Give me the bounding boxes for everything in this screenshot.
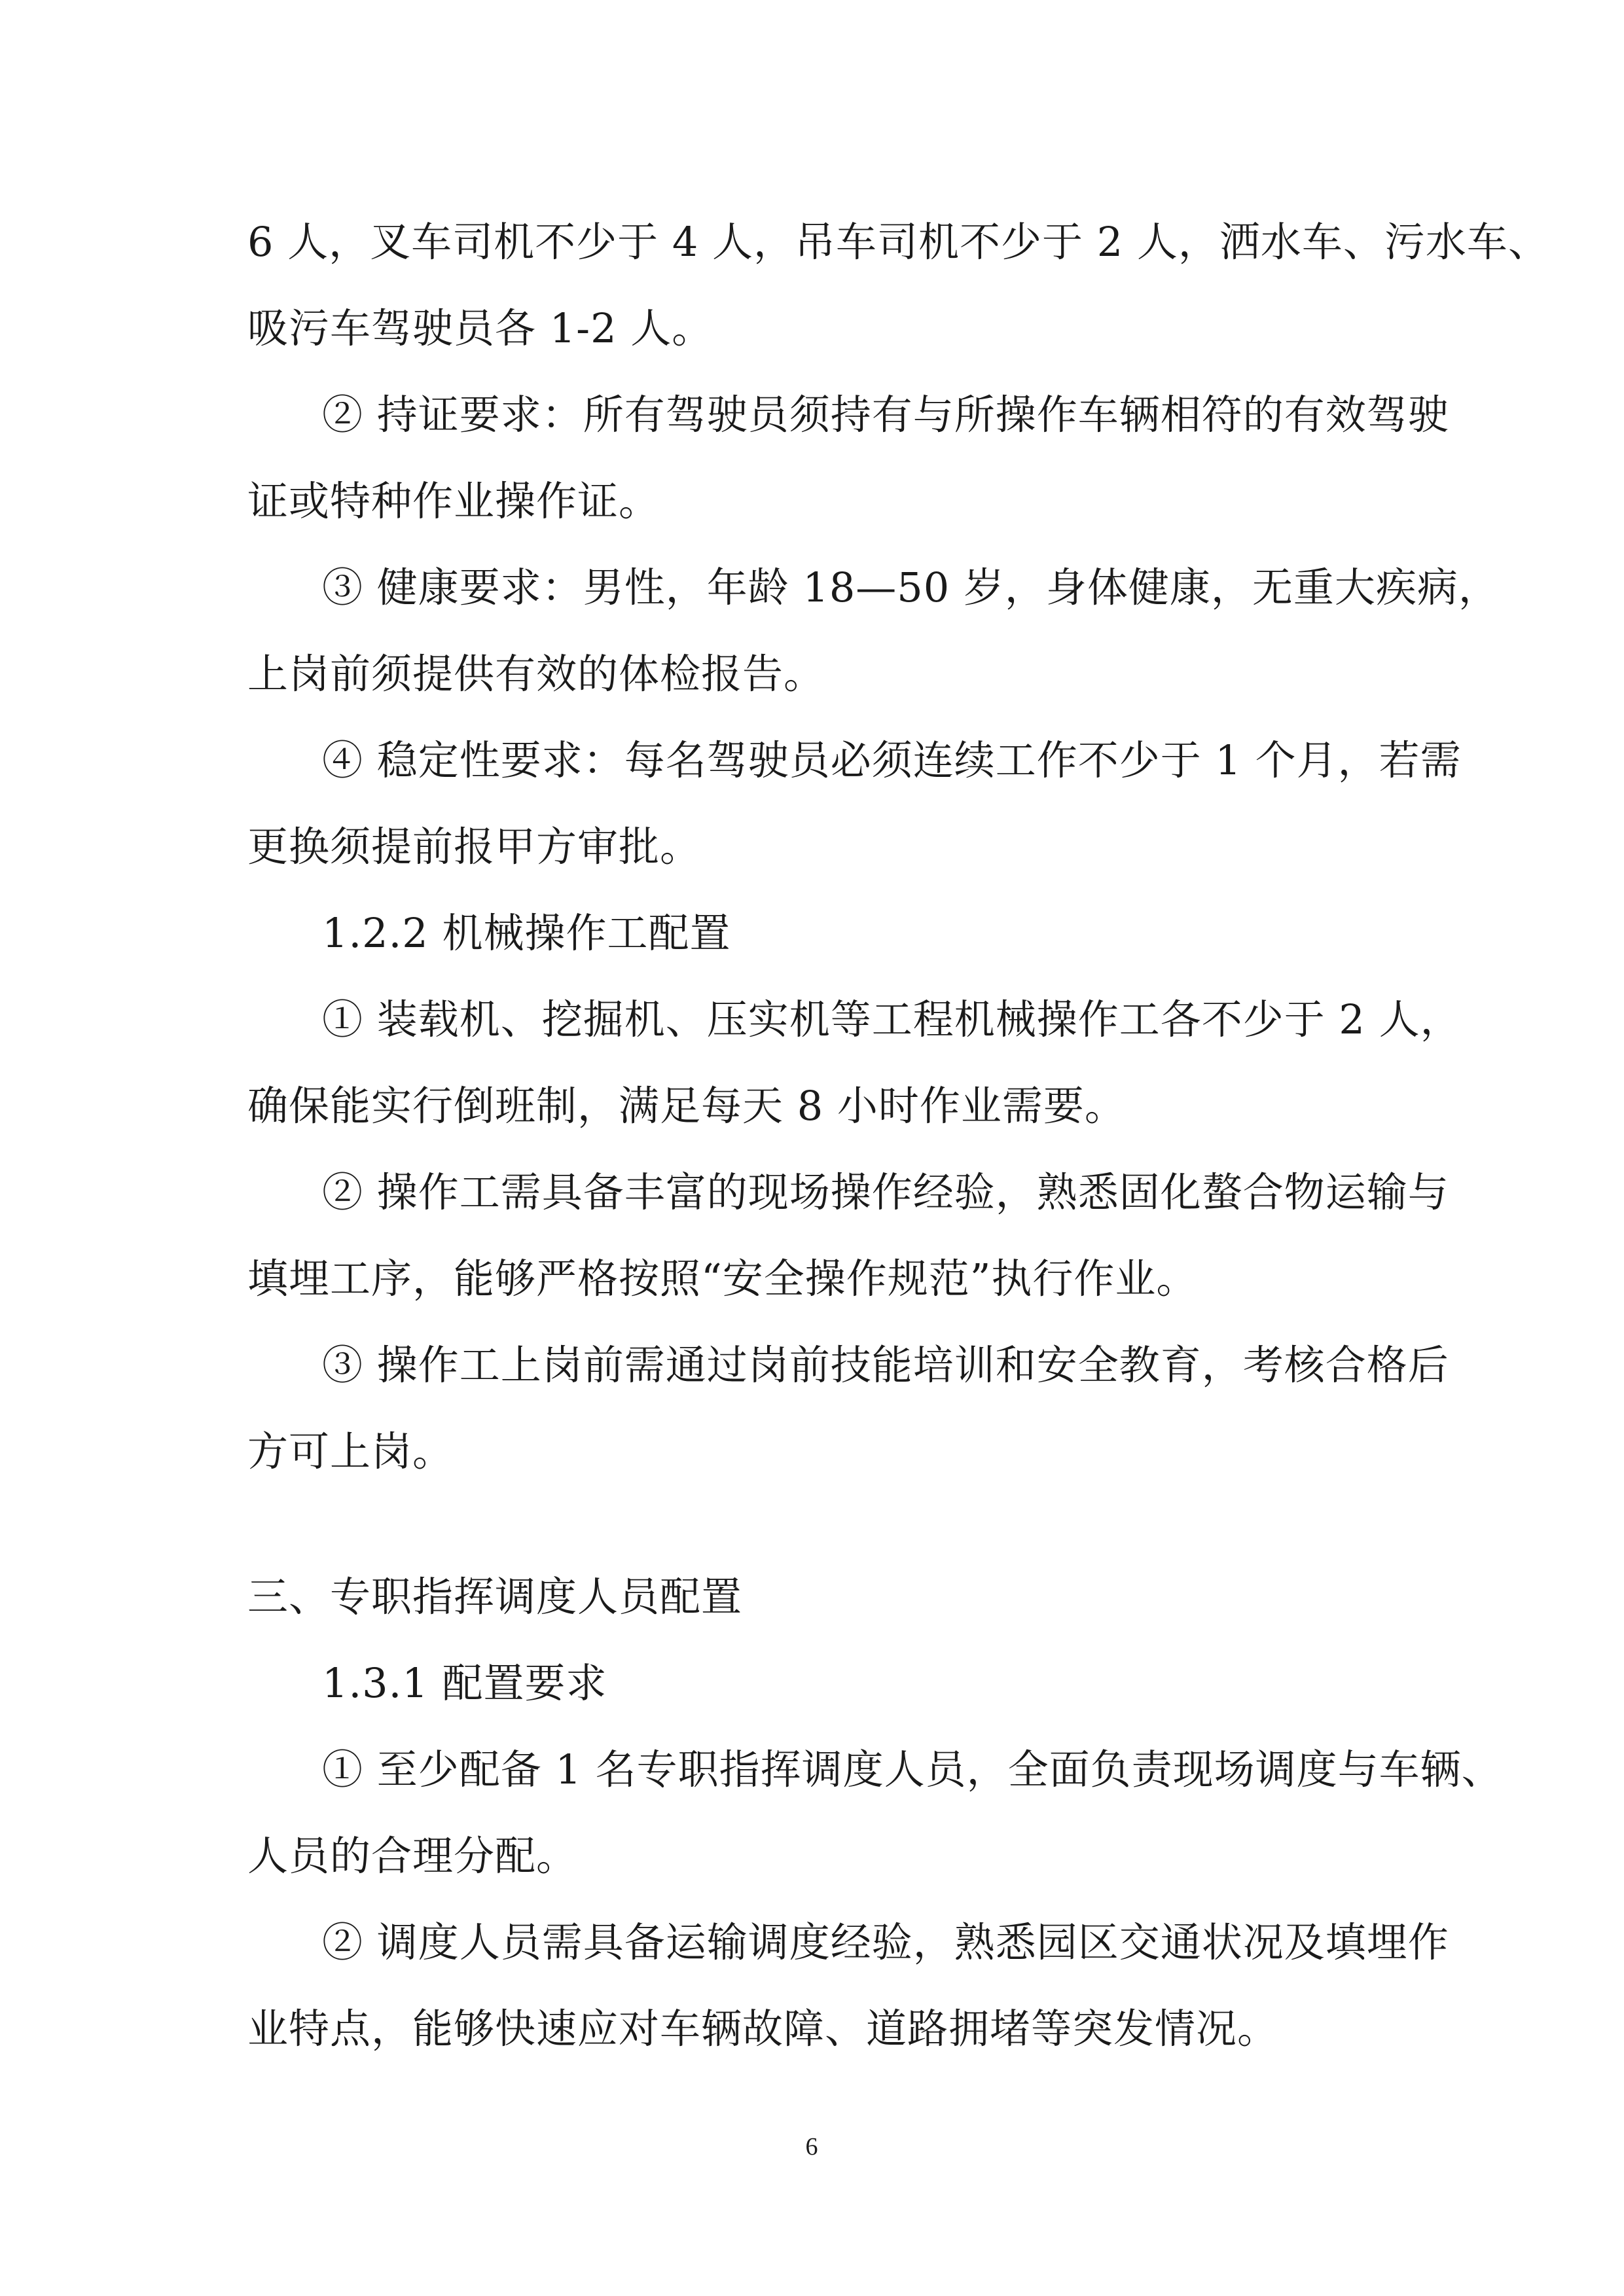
section-heading: 三、专职指挥调度人员配置 bbox=[247, 1573, 743, 1621]
paragraph-line: ③ 健康要求：男性，年龄 18—50 岁，身体健康，无重大疾病， bbox=[322, 564, 1500, 611]
paragraph-line: 6 人，叉车司机不少于 4 人，吊车司机不少于 2 人，洒水车、污水车、 bbox=[247, 218, 1549, 266]
paragraph-line: ④ 稳定性要求：每名驾驶员必须连续工作不少于 1 个月，若需 bbox=[322, 736, 1462, 784]
paragraph-line: ① 至少配备 1 名专职指挥调度人员，全面负责现场调度与车辆、 bbox=[322, 1746, 1503, 1793]
paragraph-line: 更换须提前报甲方审批。 bbox=[247, 823, 702, 870]
paragraph-line: 吸污车驾驶员各 1-2 人。 bbox=[247, 304, 713, 352]
subsection-heading: 1.2.2 机械操作工配置 bbox=[322, 909, 731, 957]
paragraph-line: 证或特种作业操作证。 bbox=[247, 477, 660, 525]
paragraph-line: 填埋工序，能够严格按照“安全操作规范”执行作业。 bbox=[247, 1255, 1198, 1302]
paragraph-line: 确保能实行倒班制，满足每天 8 小时作业需要。 bbox=[247, 1082, 1126, 1130]
paragraph-line: ③ 操作工上岗前需通过岗前技能培训和安全教育，考核合格后 bbox=[322, 1341, 1449, 1389]
paragraph-line: 方可上岗。 bbox=[247, 1427, 454, 1475]
subsection-heading: 1.3.1 配置要求 bbox=[322, 1659, 607, 1707]
paragraph-line: 业特点，能够快速应对车辆故障、道路拥堵等突发情况。 bbox=[247, 2005, 1279, 2053]
paragraph-line: ② 持证要求：所有驾驶员须持有与所操作车辆相符的有效驾驶 bbox=[322, 391, 1449, 439]
paragraph-line: ② 调度人员需具备运输调度经验，熟悉园区交通状况及填埋作 bbox=[322, 1918, 1449, 1966]
page-number: 6 bbox=[805, 2133, 818, 2161]
paragraph-line: 人员的合理分配。 bbox=[247, 1832, 578, 1880]
paragraph-line: ① 装载机、挖掘机、压实机等工程机械操作工各不少于 2 人， bbox=[322, 996, 1462, 1043]
paragraph-line: 上岗前须提供有效的体检报告。 bbox=[247, 650, 825, 698]
paragraph-line: ② 操作工需具备丰富的现场操作经验，熟悉固化螯合物运输与 bbox=[322, 1168, 1449, 1216]
